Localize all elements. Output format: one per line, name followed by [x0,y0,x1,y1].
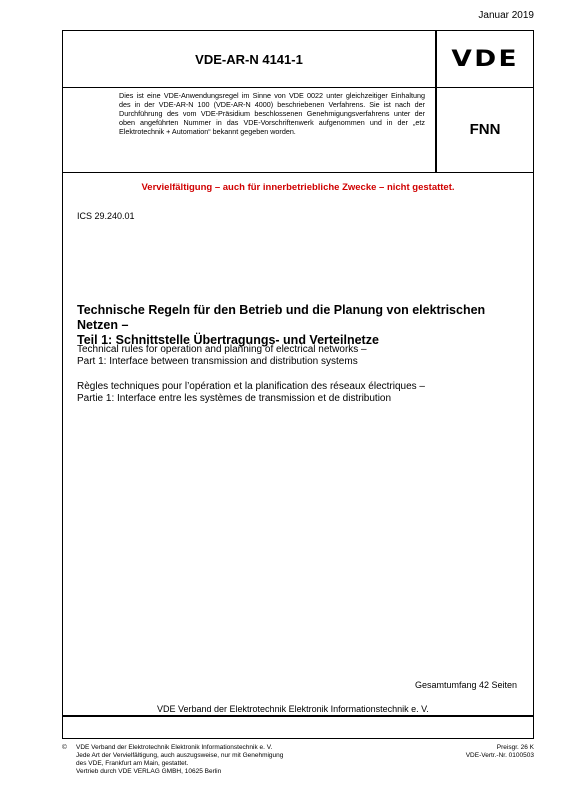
vde-logo-text: VDE [451,46,519,72]
title-english-line2: Part 1: Interface between transmission and distribution systems [77,356,358,367]
title-german [77,303,527,348]
frame-bottom-divider [63,715,533,717]
title-french [77,381,527,405]
publisher-name: VDE Verband der Elektrotechnik Elektronik Informationstechnik e. V. [157,704,429,714]
title-english-line1: Technical rules for operation and planning of electrical networks – [77,344,367,355]
title-german-line1: Technische Regeln für den Betrieb und die Planung von elektrischen Netzen – [77,303,486,332]
footer-price-info [466,744,534,760]
title-page-frame [62,30,534,739]
title-german-line2: Teil 1: Schnittstelle Übertragungs- und Verteilnetze [77,333,379,347]
title-french-line2: Partie 1: Interface entre les systèmes de transmission et de distribution [77,393,392,404]
document-date: Januar 2019 [478,10,534,21]
title-french-line1: Règles techniques pour l’opération et la planification des réseaux électriques – [77,381,425,392]
footer-line2: Jede Art der Vervielfältigung, auch auszugsweise, nur mit Genehmigung [76,752,284,759]
footer-copyright [62,744,283,776]
total-pages: Gesamtumfang 42 Seiten [414,680,517,690]
footer-line1: VDE Verband der Elektrotechnik Elektronik Informationstechnik e. V. [76,744,273,751]
copyright-symbol: © [62,744,67,751]
footer-line3: des VDE, Frankfurt am Main, gestattet. [76,760,189,767]
price-group: Preisgr. 26 K [496,744,534,751]
document-number: VDE-AR-N 4141-1 [195,51,303,67]
reproduction-notice: Vervielfältigung – auch für innerbetriebliche Zwecke – nicht gestattet. [141,182,455,193]
title-english [77,344,527,368]
order-number: VDE-Vertr.-Nr. 0100503 [465,752,534,759]
fnn-label: FNN [469,121,501,138]
footer-line4: Vertrieb durch VDE VERLAG GMBH, 10625 Berlin [76,768,222,775]
vde-logo [436,31,534,87]
ics-code: ICS 29.240.01 [77,211,135,221]
approval-notice: Dies ist eine VDE-Anwendungsregel im Sinne von VDE 0022 unter gleichzeitiger Einhaltung des in der VDE-AR-N 100 (VDE-AR-N 4000) beschriebenen Verfahrens. Sie ist nach der Durchführung des vom VDE-Präsidium beschlossenen Genehmigungsverfahrens unter der oben angeführten Nummer in das VDE-Vorschriftenwerk aufgenommen und in der „etz Elektrotechnik + Automation“ bekannt gegeben worden. [119,91,425,136]
